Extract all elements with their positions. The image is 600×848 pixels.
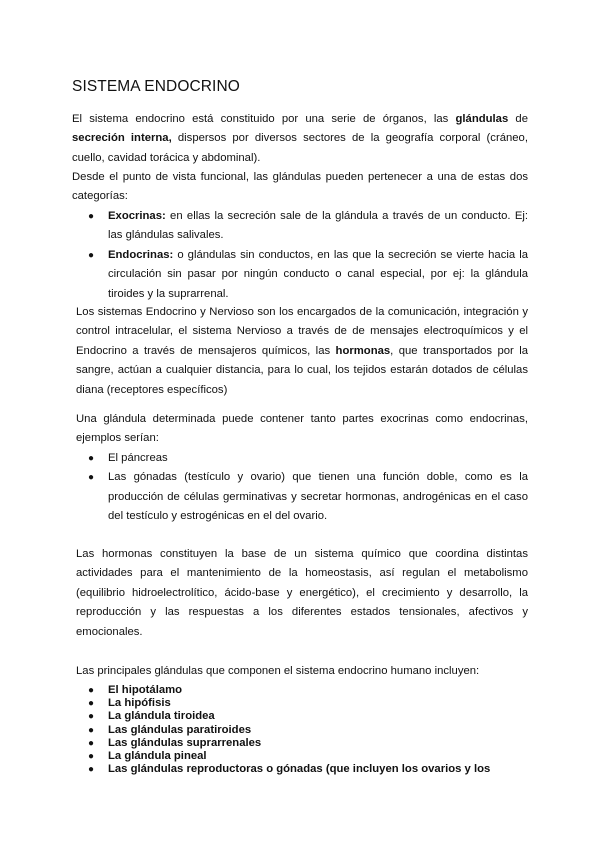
hormones-paragraph: Las hormonas constituyen la base de un sistema químico que coordina distintas actividades para el mantenimiento de la homeostasis, así regulan el metabolismo (equilibrio hidroelectrolítico, ácido-base y energético), el crecimiento y desarrollo, la reproducción y las respuestas a los diferentes estados tensionales, afectivos y emocionales. — [76, 548, 528, 638]
systems-bold-hormonas: hormonas — [335, 344, 391, 357]
bullet-icon: ● — [88, 249, 95, 261]
bullet-icon: ● — [88, 211, 95, 222]
bullet-icon: ● — [88, 698, 95, 710]
list-item — [72, 697, 528, 710]
list-item — [72, 750, 528, 763]
list-item — [72, 449, 528, 468]
systems-paragraph — [76, 303, 528, 400]
example-text: Las gónadas (testículo y ovario) que tienen una función doble, como es la producción de células germinativas y secretar hormonas, androgénicas en el caso del testículo y estrogénicas en el del ovario. — [108, 471, 528, 523]
gland-name: Las glándulas suprarrenales — [108, 736, 262, 749]
list-item — [72, 246, 528, 304]
category-label: Endocrinas: — [108, 248, 174, 261]
list-item — [72, 737, 528, 750]
category-label: Exocrinas: — [108, 210, 166, 222]
list-item — [72, 468, 528, 526]
category-text: en ellas la secreción sale de la glándula a través de un conducto. Ej: las glándulas salivales. — [108, 210, 528, 242]
gland-name: La glándula tiroidea — [108, 710, 215, 723]
intro-paragraph — [72, 110, 528, 168]
gland-name: Las glándulas reproductoras o gónadas (que incluyen los ovarios y los — [108, 763, 491, 776]
glands-intro-paragraph: Las principales glándulas que componen el sistema endocrino humano incluyen: — [76, 665, 480, 677]
list-item — [72, 710, 528, 723]
bullet-icon: ● — [88, 724, 95, 736]
bullet-icon: ● — [88, 472, 95, 484]
systems-text-1: Los sistemas Endocrino y Nervioso son los encargados de la comunicación, integración y control intracelular, el sistema Nervioso a través de de mensajes electroquímicos y el Endocrino a través de mensajeros químicos, las — [76, 306, 528, 357]
functional-paragraph: Desde el punto de vista funcional, las glándulas pueden pertenecer a una de estas dos categorías: — [72, 171, 528, 203]
gland-name: La hipófisis — [108, 697, 171, 710]
intro-text-1: El sistema endocrino está constituido por una serie de órganos, las — [72, 113, 456, 125]
example-text: El páncreas — [108, 452, 168, 464]
list-item — [72, 207, 528, 246]
list-item — [72, 684, 528, 697]
glands-list — [72, 684, 528, 776]
gland-name: El hipotálamo — [108, 684, 183, 696]
list-item — [72, 724, 528, 737]
page-title: SISTEMA ENDOCRINO — [72, 78, 240, 95]
categories-list — [72, 207, 528, 304]
bullet-icon: ● — [88, 711, 95, 723]
bullet-icon: ● — [88, 685, 95, 696]
bullet-icon: ● — [88, 737, 95, 749]
list-item — [72, 763, 528, 776]
bullet-icon: ● — [88, 751, 95, 763]
examples-list — [72, 449, 528, 527]
bullet-icon: ● — [88, 764, 95, 776]
gland-name: La glándula pineal — [108, 750, 207, 763]
gland-name: Las glándulas paratiroides — [108, 723, 252, 736]
category-text: o glándulas sin conductos, en las que la secreción se vierte hacia la circulación sin pasar por ningún conducto o canal especial, por ej: la glándula tiroides y la suprarrenal. — [108, 248, 528, 300]
bullet-icon: ● — [88, 453, 95, 464]
gland-parts-paragraph: Una glándula determinada puede contener tanto partes exocrinas como endocrinas, ejemplos serían: — [76, 413, 528, 445]
intro-bold-secrecion: secreción interna, — [72, 132, 172, 145]
intro-text-2: de — [508, 113, 528, 125]
systems-text-2: , que transportados por la sangre, actúan a cualquier distancia, para lo cual, los tejidos estarán dotados de células diana (receptores específicos) — [76, 344, 528, 396]
intro-text-3: dispersos por diversos sectores de la geografía corporal (cráneo, cuello, cavidad torácica y abdominal). — [72, 132, 528, 164]
intro-bold-glandulas: glándulas — [455, 113, 509, 125]
